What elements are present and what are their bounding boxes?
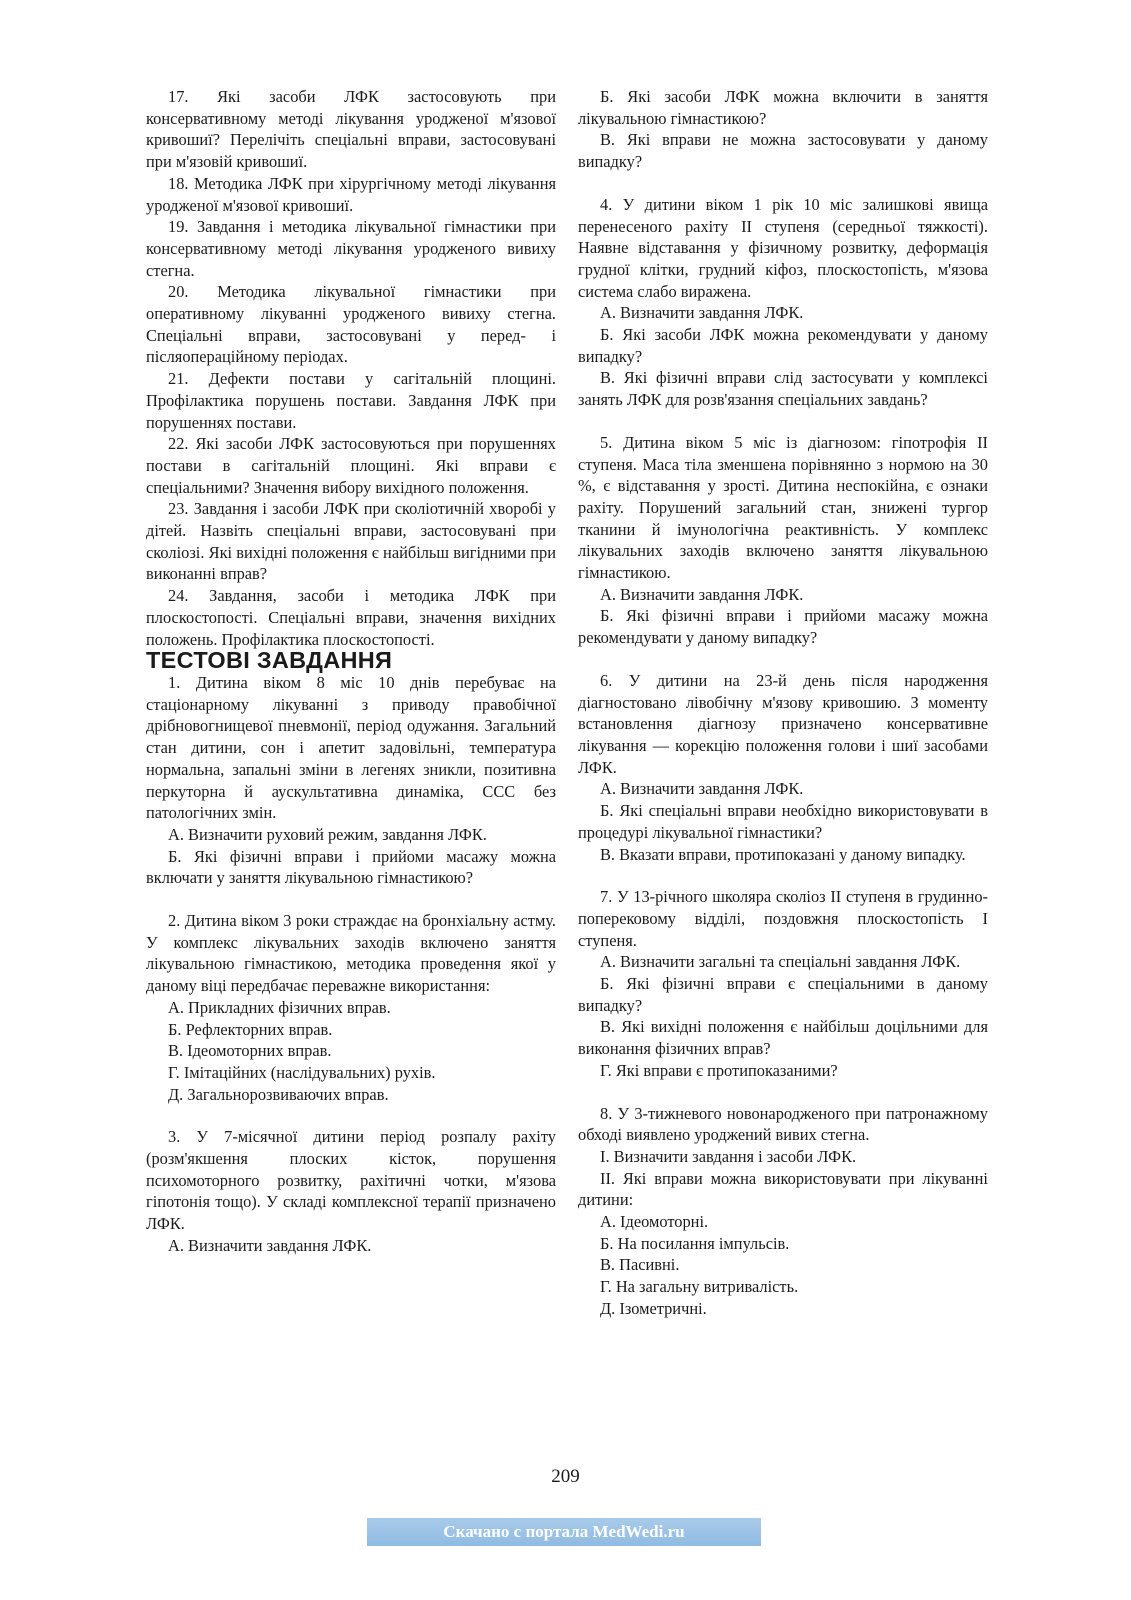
- task-8-option-b: Б. На посилання імпульсів.: [600, 1233, 790, 1253]
- task-5-option-b: Б. Які фізичні вправи і прийоми масажу можна рекомендувати у даному випадку?: [578, 606, 988, 648]
- task-4-option-a: А. Визначити завдання ЛФК.: [600, 303, 804, 323]
- task-7-option-d: Г. Які вправи є протипоказаними?: [600, 1060, 838, 1080]
- review-question-23: 23. Завдання і засоби ЛФК при сколіотичній хворобі у дітей. Назвіть спеціальні вправи, застосовувані при сколіозі. Які вихідні положення є найбільш вигідними при виконанні вправ?: [146, 499, 556, 584]
- review-question-17: 17. Які засоби ЛФК застосовують при консервативному методі лікування уродженої м'язової кривошиї? Перелічіть спеціальні вправи, застосовувані при м'язовій кривошиї.: [146, 87, 556, 172]
- task-3-option-a: А. Визначити завдання ЛФК.: [168, 1235, 372, 1255]
- review-question-22: 22. Які засоби ЛФК застосовуються при порушеннях постави в сагітальній площині. Які вправи є спеціальними? Значення вибору вихідного положення.: [146, 434, 556, 497]
- page-number: 209: [551, 1466, 580, 1487]
- section-heading: ТЕСТОВІ ЗАВДАННЯ: [146, 647, 393, 674]
- task-4-option-b: Б. Які засоби ЛФК можна рекомендувати у даному випадку?: [578, 325, 988, 366]
- task-3-option-c: В. Які вправи не можна застосовувати у даному випадку?: [578, 130, 988, 172]
- review-question-18: 18. Методика ЛФК при хірургічному методі лікування уродженої м'язової кривошиї.: [146, 173, 556, 215]
- task-2-text: 2. Дитина віком 3 роки страждає на бронхіальну астму. У комплекс лікувальних заходів включено заняття лікувальною гімнастикою, методика проведення якої у даному віці передбачає переважне використання:: [146, 911, 556, 996]
- task-4-option-c: В. Які фізичні вправи слід застосувати у комплексі занять ЛФК для розв'язання спеціальних завдань?: [578, 368, 988, 410]
- watermark-banner[interactable]: Скачано с портала MedWedi.ru: [367, 1518, 761, 1546]
- task-1-option-a: А. Визначити руховий режим, завдання ЛФК.: [168, 824, 487, 844]
- task-7-option-b: Б. Які фізичні вправи є спеціальними в даному випадку?: [578, 974, 988, 1015]
- left-column: [146, 86, 556, 1257]
- task-7-option-a: А. Визначити загальні та спеціальні завдання ЛФК.: [600, 952, 961, 972]
- task-8-option-e: Д. Ізометричні.: [600, 1298, 707, 1318]
- task-5-option-a: А. Визначити завдання ЛФК.: [600, 584, 804, 604]
- task-1-option-b: Б. Які фізичні вправи і прийоми масажу можна включати у заняття лікувальною гімнастикою?: [146, 846, 556, 888]
- task-4-text: 4. У дитини віком 1 рік 10 міс залишкові явища перенесеного рахіту II ступеня (середньої тяжкості). Наявне відставання у фізичному розвитку, деформація грудної клітки, грудний кіфоз, плоскостопість, м'язова система слабо виражена.: [578, 194, 988, 301]
- task-2-option-a: А. Прикладних фізичних вправ.: [168, 997, 391, 1017]
- task-2-option-d: Г. Імітаційних (наслідувальних) рухів.: [168, 1062, 436, 1082]
- task-5-text: 5. Дитина віком 5 міс із діагнозом: гіпотрофія II ступеня. Маса тіла зменшена порівнянно з нормою на 30 %, є відставання у зрості. Дитина неспокійна, є ознаки рахіту. Порушений загальний стан, знижені тургор тканини й імунологічна реактивність. У комплекс лікувальних заходів включено заняття лікувальною гімнастикою.: [578, 432, 988, 583]
- task-6-option-c: В. Вказати вправи, протипоказані у даному випадку.: [600, 844, 966, 864]
- review-question-24: 24. Завдання, засоби і методика ЛФК при плоскостопості. Спеціальні вправи, значення вихідних положень. Профілактика плоскостопості.: [146, 586, 556, 649]
- task-1-text: 1. Дитина віком 8 міс 10 днів перебуває на стаціонарному лікуванні з приводу правобічної дрібновогнищевої пневмонії, період одужання. Загальний стан дитини, сон і апетит задовільні, температура нормальна, запальні зміни в легенях зникли, позитивна перкуторна й аускультативна динаміка, ССС без патологічних змін.: [146, 672, 556, 823]
- task-8-text: 8. У 3-тижневого новонародженого при патронажному обході виявлено уроджений вивих стегна.: [578, 1103, 988, 1145]
- task-8-option-c: В. Пасивні.: [600, 1255, 680, 1275]
- task-8-option-d: Г. На загальну витривалість.: [600, 1277, 799, 1297]
- task-6-option-a: А. Визначити завдання ЛФК.: [600, 779, 804, 799]
- task-7-text: 7. У 13-річного школяра сколіоз II ступеня в грудинно-поперековому відділі, поздовжня плоскостопість I ступеня.: [578, 887, 988, 950]
- review-question-19: 19. Завдання і методика лікувальної гімнастики при консервативному методі лікування уродженого вивиху стегна.: [146, 217, 556, 280]
- task-6-option-b: Б. Які спеціальні вправи необхідно використовувати в процедурі лікувальної гімнастики?: [578, 801, 988, 842]
- review-question-21: 21. Дефекти постави у сагітальній площині. Профілактика порушень постави. Завдання ЛФК при порушеннях постави.: [146, 369, 556, 432]
- task-3-option-b: Б. Які засоби ЛФК можна включити в заняття лікувальною гімнастикою?: [578, 87, 988, 128]
- task-7-option-c: В. Які вихідні положення є найбільш доцільними для виконання фізичних вправ?: [578, 1017, 988, 1059]
- task-8-option-a: А. Ідеомоторні.: [600, 1212, 709, 1232]
- task-3-text: 3. У 7-місячної дитини період розпалу рахіту (розм'якшення плоских кісток, порушення психомоторного розвитку, рахітичні чотки, м'язова гіпотонія тощо). У складі комплексної терапії призначено ЛФК.: [146, 1127, 556, 1234]
- task-2-option-e: Д. Загальнорозвиваючих вправ.: [168, 1084, 389, 1104]
- review-question-20: 20. Методика лікувальної гімнастики при оперативному лікуванні уродженого вивиху стегна. Спеціальні вправи, застосовувані у перед- і післяопераційному періодах.: [146, 282, 556, 367]
- task-8-item-i: І. Визначити завдання і засоби ЛФК.: [600, 1146, 857, 1166]
- task-6-text: 6. У дитини на 23-й день після народження діагностовано лівобічну м'язову кривошию. З моменту встановлення діагнозу призначено консервативне лікування — корекцію положення голови і шиї засобами ЛФК.: [578, 670, 988, 777]
- task-8-item-ii: ІІ. Які вправи можна використовувати при лікуванні дитини:: [578, 1168, 988, 1210]
- task-2-option-b: Б. Рефлекторних вправ.: [168, 1019, 333, 1039]
- right-column: [578, 86, 988, 1320]
- task-2-option-c: В. Ідеомоторних вправ.: [168, 1041, 332, 1061]
